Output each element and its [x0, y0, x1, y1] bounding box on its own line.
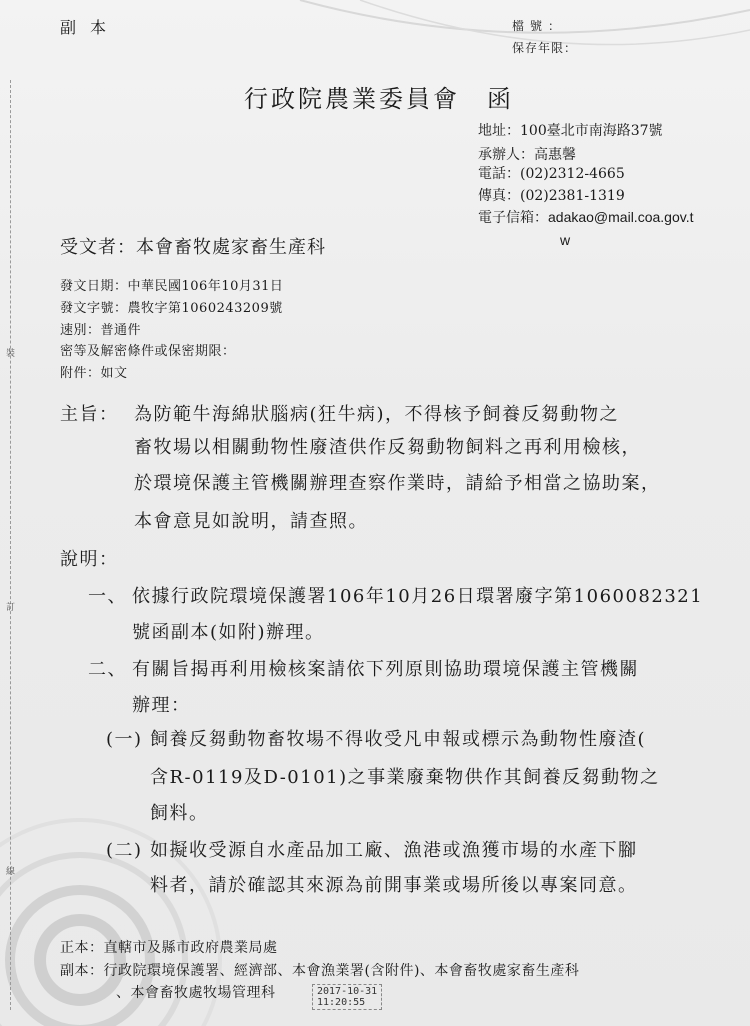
subject-line-2: 畜牧場以相關動物性廢渣供作反芻動物飼料之再利用檢核， [134, 437, 641, 458]
cc-recipients-line-1: 副本：行政院環境保護署、經濟部、本會漁業署(含附件)、本會畜牧處家畜生產科 [60, 963, 580, 979]
explanation-item-1-line-1: 依據行政院環境保護署106年10月26日環署廢字第1060082321 [132, 586, 704, 607]
binding-mark-top: 裝 [6, 349, 16, 359]
subject-line-1: 為防範牛海綿狀腦病(狂牛病)，不得核予飼養反芻動物之 [134, 404, 620, 425]
sub-item-2-line-1: 如擬收受源自水產品加工廠、漁港或漁獲市場的水產下腳 [150, 840, 638, 861]
contact-phone: 電話：(02)2312-4665 [478, 166, 625, 182]
file-number-label: 檔號： [512, 19, 567, 33]
subject-line-4: 本會意見如說明，請查照。 [134, 511, 368, 532]
recipient: 受文者：本會畜牧處家畜生產科 [60, 237, 326, 258]
explanation-item-2-line-2: 辦理： [132, 695, 191, 716]
contact-fax: 傳真：(02)2381-1319 [478, 188, 625, 204]
contact-address: 地址：100臺北市南海路37號 [478, 123, 663, 139]
binding-mark-middle: 訂 [6, 603, 16, 613]
sub-item-1-number: (一) [106, 729, 143, 750]
contact-email-label: 電子信箱： [478, 210, 548, 226]
document-number: 發文字號：農牧字第1060243209號 [60, 301, 283, 316]
sub-item-1-line-2: 含R-0119及D-0101)之事業廢棄物供作其飼養反芻動物之 [150, 767, 660, 788]
contact-handler: 承辦人：高惠馨 [478, 147, 576, 163]
issue-date: 發文日期：中華民國106年10月31日 [60, 279, 284, 294]
subject-label: 主旨： [60, 404, 119, 425]
contact-email-value: adakao@mail.coa.gov.t [548, 209, 694, 225]
sub-item-2-line-2: 料者，請於確認其來源為前開事業或場所後以專案同意。 [150, 875, 638, 896]
stamp-time: 11:20:55 [317, 997, 366, 1008]
delivery-speed: 速別：普通件 [60, 323, 142, 338]
subject-line-3: 於環境保護主管機關辦理查察作業時，請給予相當之協助案， [134, 473, 661, 494]
secrecy-level: 密等及解密條件或保密期限： [60, 344, 236, 359]
sub-item-1-line-3: 飼料。 [150, 803, 209, 824]
explanation-item-1-number: 一、 [88, 586, 127, 607]
attachment: 附件：如文 [60, 366, 128, 381]
copy-mark: 副本 [60, 18, 121, 37]
explanation-label: 說明： [60, 549, 119, 570]
contact-email [478, 207, 693, 227]
sub-item-1-line-1: 飼養反芻動物畜牧場不得收受凡申報或標示為動物性廢渣( [150, 729, 647, 750]
cc-recipients-line-2: 、本會畜牧處牧場管理科 [116, 985, 276, 1001]
document-title: 行政院農業委員會 函 [244, 85, 514, 113]
stamp-date: 2017-10-31 [317, 986, 378, 997]
contact-email-wrap: w [560, 232, 571, 248]
explanation-item-2-number: 二、 [88, 659, 127, 680]
explanation-item-1-line-2: 號函副本(如附)辦理。 [132, 622, 325, 643]
sub-item-2-number: (二) [106, 840, 143, 861]
binding-mark-bottom: 線 [6, 867, 16, 877]
explanation-item-2-line-1: 有關旨揭再利用檢核案請依下列原則協助環境保護主管機關 [132, 659, 639, 680]
retention-period-label: 保存年限： [512, 41, 578, 55]
received-timestamp-stamp [312, 984, 382, 1010]
main-copy-recipients: 正本：直轄市及縣市政府農業局處 [60, 940, 278, 956]
